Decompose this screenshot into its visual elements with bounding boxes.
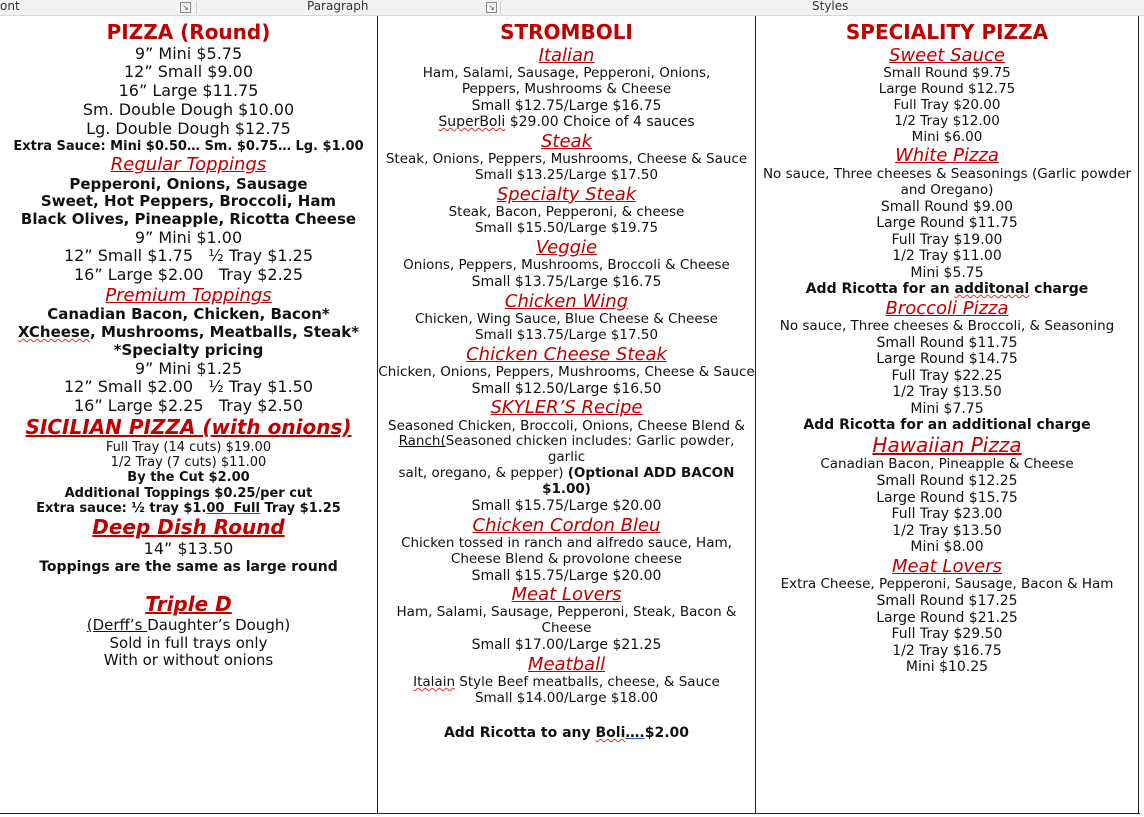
menu-price-line: Mini $7.75: [910, 400, 984, 417]
spellcheck-word: Boli: [595, 724, 626, 741]
item-description: Canadian Bacon, Pineapple & Cheese: [820, 456, 1074, 473]
menu-price-line: 14” $13.50: [143, 538, 234, 558]
menu-price-line: Full Tray $22.25: [891, 367, 1003, 384]
menu-price-line: Additional Toppings $0.25/per cut: [64, 485, 313, 501]
menu-price-line: Small Round $17.25: [876, 593, 1018, 610]
menu-price-line: Small Round $12.25: [876, 473, 1018, 490]
speciality-pizza-column: [756, 16, 1139, 813]
extra-sauce-line: [0, 501, 377, 516]
specialty-pricing-note: *Specialty pricing: [113, 340, 264, 359]
menu-price-line: Mini $6.00: [911, 128, 983, 145]
spellcheck-word: SuperBoli: [438, 114, 506, 131]
add-ricotta-line: Add Ricotta for an additional charge: [803, 417, 1091, 434]
triple-d-text: Daughter’s Dough): [147, 615, 291, 634]
spellcheck-word: Italain: [413, 674, 456, 691]
veggie-title: Veggie: [535, 236, 598, 258]
chicken-cordon-bleu-title: Chicken Cordon Bleu: [472, 514, 661, 536]
ribbon-separator: [500, 1, 501, 14]
menu-price-line: Sm. Double Dough $10.00: [82, 100, 295, 120]
item-description: Chicken, Onions, Peppers, Mushrooms, Cheese & Sauce: [378, 363, 755, 380]
menu-price-line: Full Tray $20.00: [893, 96, 1001, 113]
menu-price-line: Full Tray $19.00: [891, 231, 1003, 248]
menu-price-line: Small $15.75/Large $20.00: [471, 498, 662, 515]
premium-toppings-title: Premium Toppings: [105, 285, 272, 307]
ribbon-bar: [0, 0, 1144, 16]
stromboli-column: [378, 16, 756, 813]
menu-price-line: Small $15.75/Large $20.00: [471, 567, 662, 584]
item-description: Ham, Salami, Sausage, Pepperoni, Onions, Peppers, Mushrooms & Cheese: [422, 64, 711, 97]
item-description: [378, 434, 755, 466]
ricotta-text: Add Ricotta to any: [443, 724, 596, 741]
ricotta-text: $2.00: [644, 724, 690, 741]
meat-lovers-title: Meat Lovers: [511, 584, 622, 606]
item-description: Ham, Salami, Sausage, Pepperoni, Steak, Bacon & Cheese: [396, 604, 737, 637]
menu-price-line: 1/2 Tray $16.75: [892, 642, 1002, 659]
menu-price-line: Large Round $12.75: [878, 80, 1016, 97]
item-description: Steak, Onions, Peppers, Mushrooms, Cheese & Sauce: [385, 150, 748, 167]
styles-group-label: Styles: [812, 0, 849, 13]
menu-price-line: Small $15.50/Large $19.75: [474, 219, 659, 236]
superboli-line: [378, 114, 755, 131]
menu-price-line: 12” Small $1.75 ½ Tray $1.25: [63, 246, 314, 266]
menu-price-line: 1/2 Tray $13.50: [892, 384, 1002, 401]
menu-price-line: 12” Small $9.00: [123, 62, 254, 82]
sweet-sauce-title: Sweet Sauce: [889, 44, 1005, 66]
spellcheck-word: additonal: [954, 281, 1030, 298]
description-text: Style Beef meatballs, cheese, & Sauce: [455, 674, 720, 691]
description-text: Seasoned chicken includes: Garlic powder, garlic: [445, 433, 735, 466]
spellcheck-word: XCheese: [17, 323, 91, 342]
paragraph-dialog-launcher-icon[interactable]: ↘: [486, 2, 497, 13]
menu-price-line: Mini $5.75: [910, 264, 984, 281]
ricotta-text: charge: [1029, 281, 1089, 298]
description-text: salt, oregano, & pepper): [398, 465, 568, 482]
menu-price-line: Small $17.00/Large $21.25: [471, 637, 662, 654]
triple-d-text: (Derff’s: [86, 615, 148, 634]
menu-price-line: Small $13.75/Large $16.75: [471, 274, 662, 291]
regular-toppings-title: Regular Toppings: [110, 154, 267, 176]
item-description: Steak, Bacon, Pepperoni, & cheese: [448, 204, 685, 221]
menu-price-line: 12” Small $2.00 ½ Tray $1.50: [63, 377, 314, 397]
menu-price-line: 1/2 Tray (7 cuts) $11.00: [110, 455, 267, 471]
menu-price-line: 16” Large $2.00 Tray $2.25: [73, 265, 304, 285]
menu-price-line: Full Tray $29.50: [891, 626, 1003, 643]
sicilian-pizza-title: SICILIAN PIZZA (with onions): [25, 415, 352, 440]
menu-price-line: Large Round $15.75: [876, 489, 1018, 506]
menu-price-line: Lg. Double Dough $12.75: [86, 119, 291, 139]
menu-price-line: 16” Large $11.75: [118, 81, 259, 101]
sauce-text: 00 Full: [206, 501, 260, 517]
paragraph-group-label: Paragraph: [307, 0, 369, 13]
menu-price-line: Large Round $14.75: [876, 351, 1018, 368]
menu-price-line: Mini $8.00: [910, 539, 984, 556]
topping-line: Pepperoni, Onions, Sausage: [69, 174, 308, 193]
menu-price-line: 1/2 Tray $12.00: [894, 112, 1000, 129]
menu-price-line: 1/2 Tray $11.00: [892, 248, 1002, 265]
item-description: Onions, Peppers, Mushrooms, Broccoli & Cheese: [403, 257, 730, 274]
optional-bacon-text: (Optional ADD BACON $1.00): [542, 465, 735, 498]
triple-d-note: With or without onions: [103, 651, 274, 670]
ricotta-text: ….: [625, 724, 645, 741]
ribbon-separator: [196, 1, 197, 14]
topping-text: , Mushrooms, Meatballs, Steak*: [90, 323, 360, 342]
topping-line: Canadian Bacon, Chicken, Bacon*: [47, 305, 330, 324]
item-description: Seasoned Chicken, Broccoli, Onions, Cheese Blend &: [388, 417, 745, 434]
menu-price-line: Mini $10.25: [905, 659, 989, 676]
menu-price-line: 9” Mini $1.25: [134, 358, 243, 378]
item-description: No sauce, Three cheeses & Seasonings (Garlic powder and Oregano): [762, 165, 1132, 198]
menu-price-line: 9” Mini $1.00: [134, 227, 243, 247]
topping-line: Sweet, Hot Peppers, Broccoli, Ham: [40, 192, 337, 211]
item-description: Chicken, Wing Sauce, Blue Cheese & Cheese: [414, 310, 718, 327]
menu-price-line: Small $12.50/Large $16.50: [471, 380, 662, 397]
meatball-title: Meatball: [527, 653, 606, 675]
speciality-pizza-title: SPECIALITY PIZZA: [845, 20, 1049, 44]
document-page[interactable]: [0, 16, 1140, 814]
menu-price-line: Full Tray $23.00: [891, 506, 1003, 523]
menu-price-line: Small $13.25/Large $17.50: [474, 166, 659, 183]
pizza-round-column: [0, 16, 378, 813]
sauce-text: Tray $1.25: [259, 501, 341, 517]
item-description: No sauce, Three cheeses & Broccoli, & Seasoning: [779, 317, 1115, 334]
menu-price-line: Small Round $9.00: [880, 198, 1014, 215]
meat-lovers-title: Meat Lovers: [892, 555, 1002, 577]
menu-price-line: Full Tray (14 cuts) $19.00: [105, 439, 272, 455]
triple-d-title: Triple D: [145, 592, 232, 617]
menu-price-line: Large Round $21.25: [876, 609, 1018, 626]
stromboli-title: STROMBOLI: [500, 20, 633, 44]
menu-price-line: By the Cut $2.00: [127, 470, 250, 486]
triple-d-subtitle: [0, 617, 377, 635]
menu-price-line: 1/2 Tray $13.50: [892, 522, 1002, 539]
item-description: Chicken tossed in ranch and alfredo sauce, Ham, Cheese Blend & provolone cheese: [401, 534, 732, 567]
broccoli-pizza-title: Broccoli Pizza: [885, 297, 1009, 319]
hawaiian-pizza-title: Hawaiian Pizza: [872, 432, 1022, 457]
white-pizza-title: White Pizza: [895, 145, 999, 167]
menu-price-line: Small $13.75/Large $17.50: [474, 326, 659, 343]
sauce-text: Extra sauce: ½ tray $1.: [36, 501, 207, 517]
menu-price-line: Small $12.75/Large $16.75: [471, 97, 662, 114]
chicken-wing-title: Chicken Wing: [504, 290, 629, 312]
ricotta-text: Add Ricotta for an: [805, 281, 955, 298]
menu-price-line: Large Round $11.75: [876, 215, 1018, 232]
triple-d-note: Sold in full trays only: [109, 633, 268, 652]
topping-line: [0, 324, 377, 342]
menu-price-line: 16” Large $2.25 Tray $2.50: [73, 396, 304, 416]
menu-price-line: Small Round $9.75: [883, 64, 1011, 81]
ranch-text: Ranch(: [398, 433, 446, 450]
steak-title: Steak: [540, 130, 592, 152]
menu-price-line: Small Round $11.75: [876, 334, 1018, 351]
topping-line: Black Olives, Pineapple, Ricotta Cheese: [20, 209, 357, 228]
deep-dish-note: Toppings are the same as large round: [39, 558, 338, 575]
specialty-steak-title: Specialty Steak: [496, 183, 637, 205]
add-ricotta-line: [378, 725, 755, 742]
deep-dish-title: Deep Dish Round: [92, 515, 285, 540]
skylers-recipe-title: SKYLER’S Recipe: [490, 397, 643, 419]
italian-title: Italian: [538, 44, 595, 66]
font-group-label: ont: [0, 0, 20, 13]
add-ricotta-line: [756, 281, 1138, 298]
extra-sauce-line: Extra Sauce: Mini $0.50… Sm. $0.75… Lg. $1.00: [13, 138, 364, 154]
item-description: [378, 675, 755, 691]
chicken-cheese-steak-title: Chicken Cheese Steak: [466, 343, 667, 365]
superboli-text: $29.00 Choice of 4 sauces: [505, 114, 695, 131]
menu-price-line: Small $14.00/Large $18.00: [474, 689, 659, 706]
item-description: Extra Cheese, Pepperoni, Sausage, Bacon & Ham: [780, 576, 1114, 593]
pizza-round-title: PIZZA (Round): [106, 20, 271, 44]
menu-price-line: 9” Mini $5.75: [134, 43, 243, 63]
item-description: [378, 466, 755, 498]
font-dialog-launcher-icon[interactable]: ↘: [180, 2, 191, 13]
